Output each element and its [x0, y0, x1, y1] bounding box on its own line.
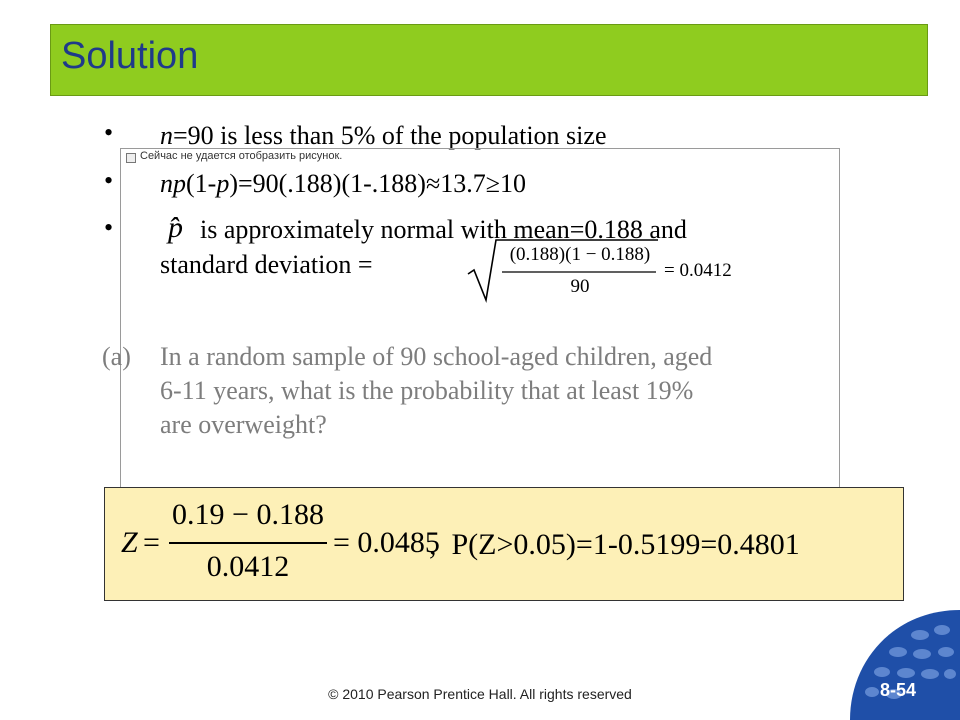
- bullet-1-text: =90 is less than 5% of the population size: [173, 121, 607, 150]
- sd-denominator: 90: [570, 276, 590, 297]
- copyright-footer: © 2010 Pearson Prentice Hall. All rights reserved: [328, 686, 632, 702]
- corner-decoration-icon: [850, 610, 960, 720]
- bullet-2-np: np: [160, 169, 186, 198]
- bullet-3-line1: is approximately normal with mean=0.188 and: [200, 215, 687, 244]
- z-denominator: 0.0412: [206, 550, 290, 583]
- bullet-2-text: )=90(.188)(1-.188)≈13.7≥10: [229, 169, 526, 198]
- p-hat-text: p̂: [168, 211, 183, 244]
- z-result: = 0.0485: [333, 526, 440, 559]
- question-line-1: In a random sample of 90 school-aged children, aged: [160, 342, 713, 371]
- question-label: (a): [102, 342, 131, 371]
- fraction-bar: [169, 542, 327, 544]
- bullet-1-var: n: [160, 121, 173, 150]
- broken-image-frame: [120, 148, 840, 520]
- bullet-dot: •: [104, 118, 114, 147]
- answer-box: [104, 487, 904, 601]
- bullet-dot: •: [104, 213, 114, 242]
- bullet-1: [160, 121, 606, 151]
- equals-sign: =: [143, 526, 160, 559]
- slide-title: Solution: [61, 35, 199, 77]
- question-line-2: 6-11 years, what is the probability that at least 19%: [160, 376, 694, 405]
- bullet-3-line2: standard deviation =: [160, 250, 373, 279]
- z-numerator: 0.19 − 0.188: [172, 498, 324, 531]
- title-bar: [50, 24, 928, 96]
- bullet-2-open: (1-: [186, 169, 217, 198]
- sd-numerator: (0.188)(1 − 0.188): [509, 244, 651, 265]
- question-line-3: are overweight?: [160, 410, 327, 439]
- bullet-dot: •: [104, 166, 114, 195]
- broken-image-message: Сейчас не удается отобразить рисунок.: [140, 150, 343, 162]
- sd-result: = 0.0412: [664, 260, 732, 281]
- z-symbol: Z: [121, 526, 138, 559]
- probability-result: , P(Z>0.05)=1-0.5199=0.4801: [429, 528, 800, 561]
- slide-number: 8-54: [880, 680, 917, 700]
- broken-image-icon: [126, 153, 136, 163]
- bullet-2-p: p: [216, 169, 230, 198]
